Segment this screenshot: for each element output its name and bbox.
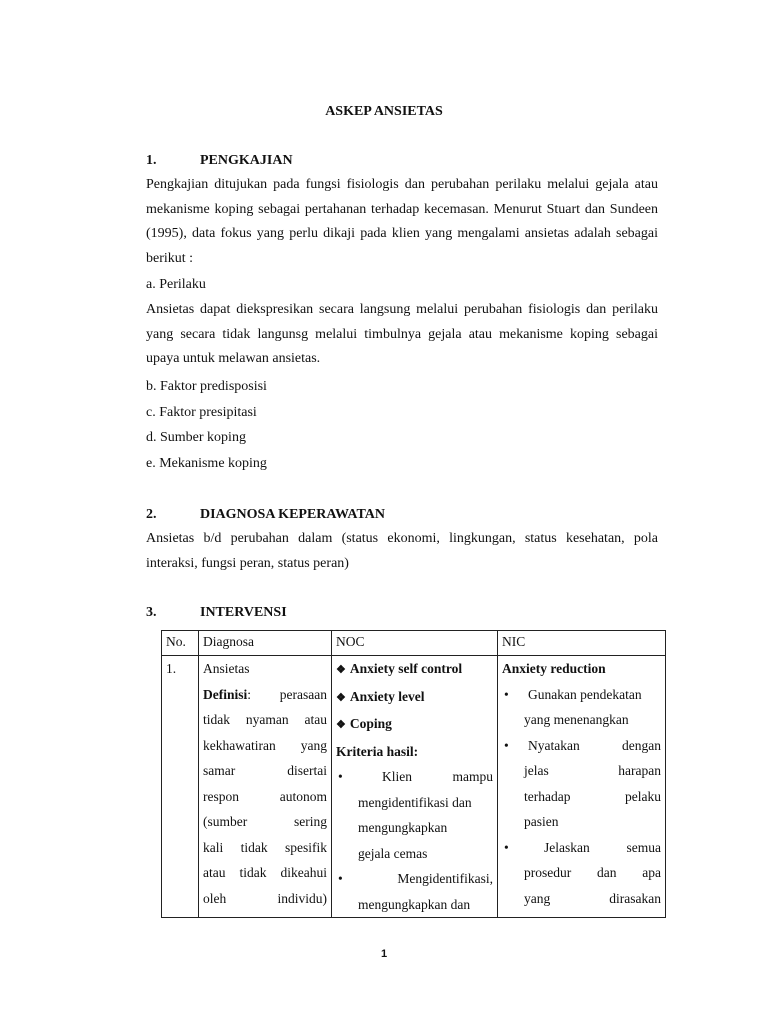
cell-no: 1. [162, 656, 199, 918]
bullet-icon: • [338, 769, 343, 784]
bullet-icon: • [338, 871, 343, 886]
page-number: 1 [380, 948, 388, 960]
intervention-table [161, 630, 666, 918]
header-nic: NIC [498, 631, 666, 656]
diamond-bullet-icon: ❖ [336, 719, 346, 731]
cell-noc: ❖ Anxiety self control ❖ Anxiety level ❖ Coping Kriteria hasil: • Klien mampu mengidentifikasi dan mengungkapkan gejala cemas • Mengidentifikasi, mengungkapkan dan [332, 656, 498, 918]
diamond-bullet-icon: ❖ [336, 691, 346, 704]
table-header-row [162, 631, 666, 656]
table-row [162, 656, 666, 918]
diamond-bullet-icon: ❖ [336, 664, 346, 676]
list-item-sumber-koping: d. Sumber koping [146, 430, 246, 445]
document-title: ASKEP ANSIETAS [325, 104, 443, 119]
list-item-faktor-presipitasi: c. Faktor presipitasi [146, 405, 257, 420]
header-noc: NOC [332, 631, 498, 656]
bullet-icon: • [504, 686, 509, 702]
list-item-perilaku: a. Perilaku [146, 277, 206, 292]
section-heading-intervensi: 3. INTERVENSI [146, 605, 287, 620]
list-item-mekanisme-koping: e. Mekanisme koping [146, 456, 267, 471]
header-diagnosa: Diagnosa [199, 631, 332, 656]
paragraph-perilaku: Ansietas dapat diekspresikan secara langsung melalui perubahan fisiologis dan perilaku yang secara tidak langunsg melalui timbulnya gejala atau mekanisme koping sebagai upaya untuk melawan ansietas. [146, 302, 658, 366]
bullet-icon: • [504, 737, 509, 753]
cell-diagnosa: Ansietas Definisi: perasaan tidak nyaman atau kekhawatiran yang samar disertai respon autonom (sumber sering kali tidak spesifik atau tidak dikeahui oleh individu) [199, 656, 332, 918]
paragraph-diagnosa: Ansietas b/d perubahan dalam (status ekonomi, lingkungan, status kesehatan, pola interaksi, fungsi peran, status peran) [146, 531, 658, 571]
cell-nic: Anxiety reduction • Gunakan pendekatan yang menenangkan • Nyatakan dengan jelas harapan terhadap pelaku pasien • Jelaskan semua prosedur dan apa yang dirasakan [498, 656, 666, 918]
bullet-icon: • [504, 839, 509, 855]
header-no: No. [162, 631, 199, 656]
section-heading-diagnosa: 2. DIAGNOSA KEPERAWATAN [146, 507, 386, 522]
paragraph-pengkajian: Pengkajian ditujukan pada fungsi fisiologis dan perubahan perilaku melalui gejala atau mekanisme koping sebagai pertahanan terhadap kecemasan. Menurut Stuart dan Sundeen (1995), data fokus yang perlu dikaji pada klien yang mengalami ansietas adalah sebagai berikut : [146, 177, 658, 266]
section-heading-pengkajian: 1. PENGKAJIAN [146, 153, 293, 168]
list-item-faktor-predisposisi: b. Faktor predisposisi [146, 379, 267, 394]
